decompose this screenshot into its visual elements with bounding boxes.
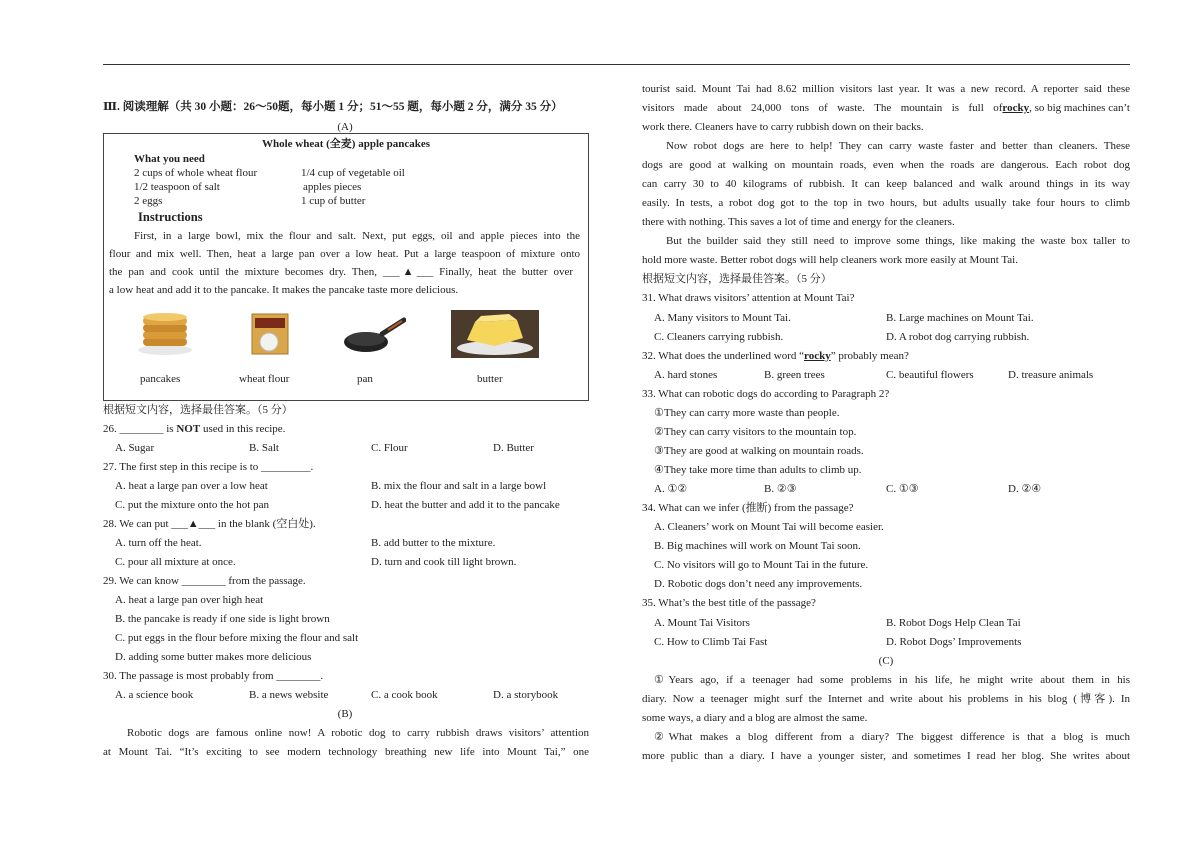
q28-option[interactable]: C. pour all mixture at once. bbox=[115, 556, 236, 568]
instruction-line: a low heat and add it to the pancake. It makes the pancake taste more delicious. bbox=[109, 284, 459, 296]
passage-c-line: diary. Now a teenager might surf the Internet and write about his problems in his blog (博客). In bbox=[642, 693, 1130, 705]
passage-c-line: ①Years ago, if a teenager had some problems in his life, he might write about them in his bbox=[654, 674, 1130, 686]
wheat-flour-image bbox=[249, 312, 291, 356]
instructions-heading: Instructions bbox=[138, 210, 203, 224]
q27-stem: 27. The first step in this recipe is to _________. bbox=[103, 461, 314, 473]
q33-stem: 33. What can robotic dogs do according to Paragraph 2? bbox=[642, 388, 890, 400]
passage-b-line: hold more waste. Better robot dogs will help cleaners work more easily at Mount Tai. bbox=[642, 254, 1018, 266]
ingredient: 1/4 cup of vegetable oil bbox=[301, 167, 405, 179]
q29-option[interactable]: D. adding some butter makes more delicious bbox=[115, 651, 312, 663]
recipe-title: Whole wheat (全麦) apple pancakes bbox=[261, 138, 431, 150]
q29-stem: 29. We can know ________ from the passage. bbox=[103, 575, 306, 587]
q26-stem-post: used in this recipe. bbox=[200, 423, 286, 435]
q26-option[interactable]: D. Butter bbox=[493, 442, 534, 454]
passage-b-text: , so big machines can’t bbox=[1029, 102, 1130, 114]
ingredient: 1/2 teaspoon of salt bbox=[134, 181, 220, 193]
q31-option[interactable]: D. A robot dog carrying rubbish. bbox=[886, 331, 1030, 343]
instruction-line: the pan and cook until the mixture becomes dry. Then, ___▲___ Finally, heat the butter over bbox=[109, 266, 573, 278]
instruction-line: flour and mix well. Then, heat a large pan over a low heat. Put a large teaspoon of mixture onto bbox=[109, 248, 580, 260]
passage-c-line: some ways, a diary and a blog are almost the same. bbox=[642, 712, 868, 724]
q30-option[interactable]: C. a cook book bbox=[371, 689, 438, 701]
q33-statement: ②They can carry visitors to the mountain top. bbox=[654, 426, 857, 438]
q31-option[interactable]: C. Cleaners carrying rubbish. bbox=[654, 331, 784, 343]
q28-option[interactable]: A. turn off the heat. bbox=[115, 537, 202, 549]
q27-option[interactable]: D. heat the butter and add it to the pancake bbox=[371, 499, 560, 511]
ingredient: 2 cups of whole wheat flour bbox=[134, 167, 258, 179]
q32-option[interactable]: B. green trees bbox=[764, 369, 825, 381]
ingredient: 2 eggs bbox=[134, 195, 163, 207]
instruction-text: 根据短文内容，选择最佳答案。（5 分） bbox=[642, 273, 832, 285]
q29-option[interactable]: A. heat a large pan over high heat bbox=[115, 594, 264, 606]
q26-option[interactable]: C. Flour bbox=[371, 442, 408, 454]
q32-stem-pre: 32. What does the underlined word “ bbox=[642, 350, 805, 362]
caption-butter: butter bbox=[477, 373, 503, 385]
caption-pancakes: pancakes bbox=[140, 373, 181, 385]
passage-b-text: visitors made about 24,000 tons of waste. The mountain is full of bbox=[642, 102, 1003, 114]
q32-stem-post: ” probably mean? bbox=[830, 350, 909, 362]
passage-c-line: more public than a diary. I have a younger sister, and sometimes I read her blog. She writes about bbox=[642, 750, 1130, 762]
q26-stem-pre: 26. ________ is bbox=[103, 423, 177, 435]
q27-option[interactable]: B. mix the flour and salt in a large bowl bbox=[371, 480, 547, 492]
q33-option[interactable]: C. ①③ bbox=[886, 483, 919, 495]
butter-image bbox=[451, 310, 539, 358]
passage-b-line: Now robot dogs are here to help! They can carry waste faster and better than cleaners. These bbox=[666, 140, 1130, 152]
q32-stem bbox=[642, 349, 909, 363]
q34-option[interactable]: D. Robotic dogs don’t need any improvements. bbox=[654, 578, 863, 590]
q35-option[interactable]: C. How to Climb Tai Fast bbox=[654, 636, 768, 648]
q30-option[interactable]: B. a news website bbox=[249, 689, 329, 701]
q35-option[interactable]: A. Mount Tai Visitors bbox=[654, 617, 750, 629]
q30-stem: 30. The passage is most probably from ________. bbox=[103, 670, 324, 682]
section-header: Ⅲ. 阅读理解（共 30 小题：26～50题，每小题 1 分；51～55 题，每小题 2 分，满分 35 分） bbox=[103, 101, 563, 113]
q32-option[interactable]: A. hard stones bbox=[654, 369, 718, 381]
passage-b-line: there with nothing. This saves a lot of time and energy for the cleaners. bbox=[642, 216, 955, 228]
passage-b-line-rocky bbox=[642, 101, 1130, 115]
q34-option[interactable]: C. No visitors will go to Mount Tai in the future. bbox=[654, 559, 869, 571]
ingredient: 1 cup of butter bbox=[301, 195, 366, 207]
passage-c-label: (C) bbox=[878, 655, 894, 667]
q35-stem: 35. What’s the best title of the passage? bbox=[642, 597, 816, 609]
q32-option[interactable]: C. beautiful flowers bbox=[886, 369, 974, 381]
instruction-line: First, in a large bowl, mix the flour and salt. Next, put eggs, oil and apple pieces into the bbox=[134, 230, 580, 242]
recipe-box bbox=[103, 133, 589, 401]
q31-option[interactable]: B. Large machines on Mount Tai. bbox=[886, 312, 1034, 324]
q31-option[interactable]: A. Many visitors to Mount Tai. bbox=[654, 312, 791, 324]
passage-b-line: at Mount Tai. “It’s exciting to see modern technology breathing new life into Mount Tai,” one bbox=[103, 746, 589, 758]
q26-stem bbox=[103, 422, 285, 436]
q26-not: NOT bbox=[176, 423, 201, 435]
q35-option[interactable]: D. Robot Dogs’ Improvements bbox=[886, 636, 1022, 648]
q33-statement: ①They can carry more waste than people. bbox=[654, 407, 840, 419]
passage-b-line: dogs are good at walking on mountain roads, even when the roads are dangerous. Each robot dog bbox=[642, 159, 1130, 171]
q35-option[interactable]: B. Robot Dogs Help Clean Tai bbox=[886, 617, 1021, 629]
q28-option[interactable]: B. add butter to the mixture. bbox=[371, 537, 496, 549]
q33-statement: ④They take more time than adults to climb up. bbox=[654, 464, 862, 476]
passage-b-line: work there. Cleaners have to carry rubbish down on their backs. bbox=[642, 121, 924, 133]
passage-c-line: ②What makes a blog different from a diary? The biggest difference is that a blog is much bbox=[654, 731, 1130, 743]
q29-option[interactable]: C. put eggs in the flour before mixing the flour and salt bbox=[115, 632, 359, 644]
caption-pan: pan bbox=[357, 373, 373, 385]
passage-b-line: tourist said. Mount Tai had 8.62 million visitors last year. It was a new record. A reporter said these bbox=[642, 83, 1130, 95]
q28-stem: 28. We can put ___▲___ in the blank (空白处). bbox=[103, 518, 316, 530]
q26-option[interactable]: A. Sugar bbox=[115, 442, 155, 454]
q32-option[interactable]: D. treasure animals bbox=[1008, 369, 1094, 381]
q30-option[interactable]: D. a storybook bbox=[493, 689, 559, 701]
q34-stem: 34. What can we infer (推断) from the passage? bbox=[642, 502, 854, 514]
underlined-word-rocky: rocky bbox=[1002, 102, 1030, 114]
top-rule bbox=[103, 64, 1130, 65]
q33-statement: ③They are good at walking on mountain roads. bbox=[654, 445, 864, 457]
passage-a-label: (A) bbox=[337, 121, 353, 133]
q33-option[interactable]: D. ②④ bbox=[1008, 483, 1042, 495]
q26-option[interactable]: B. Salt bbox=[249, 442, 279, 454]
passage-b-line: But the builder said they still need to improve some things, like making the waste box taller to bbox=[666, 235, 1130, 247]
q34-option[interactable]: B. Big machines will work on Mount Tai soon. bbox=[654, 540, 861, 552]
passage-b-line: easily. In tests, a robot dog got to the top in two hours, but adults usually take four hours to climb bbox=[642, 197, 1130, 209]
pancakes-image bbox=[136, 310, 194, 356]
q27-option[interactable]: A. heat a large pan over a low heat bbox=[115, 480, 268, 492]
q27-option[interactable]: C. put the mixture onto the hot pan bbox=[115, 499, 269, 511]
q33-option[interactable]: B. ②③ bbox=[764, 483, 797, 495]
ingredient: apples pieces bbox=[303, 181, 362, 193]
q29-option[interactable]: B. the pancake is ready if one side is light brown bbox=[115, 613, 330, 625]
q33-option[interactable]: A. ①② bbox=[654, 483, 688, 495]
caption-wheat-flour: wheat flour bbox=[239, 373, 290, 385]
what-you-need-heading: What you need bbox=[134, 153, 205, 165]
q34-option[interactable]: A. Cleaners’ work on Mount Tai will become easier. bbox=[654, 521, 884, 533]
passage-b-line: Robotic dogs are famous online now! A robotic dog to carry rubbish draws visitors’ attention bbox=[127, 727, 589, 739]
q28-option[interactable]: D. turn and cook till light brown. bbox=[371, 556, 517, 568]
q30-option[interactable]: A. a science book bbox=[115, 689, 194, 701]
q31-stem: 31. What draws visitors’ attention at Mount Tai? bbox=[642, 292, 855, 304]
instruction-text: 根据短文内容，选择最佳答案。（5 分） bbox=[103, 404, 293, 416]
passage-b-line: can carry 30 to 40 kilograms of rubbish. It can keep balanced and walk around things in its way bbox=[642, 178, 1130, 190]
pan-image bbox=[342, 316, 406, 356]
q32-underlined-word: rocky bbox=[804, 350, 831, 362]
passage-b-label: (B) bbox=[337, 708, 353, 720]
